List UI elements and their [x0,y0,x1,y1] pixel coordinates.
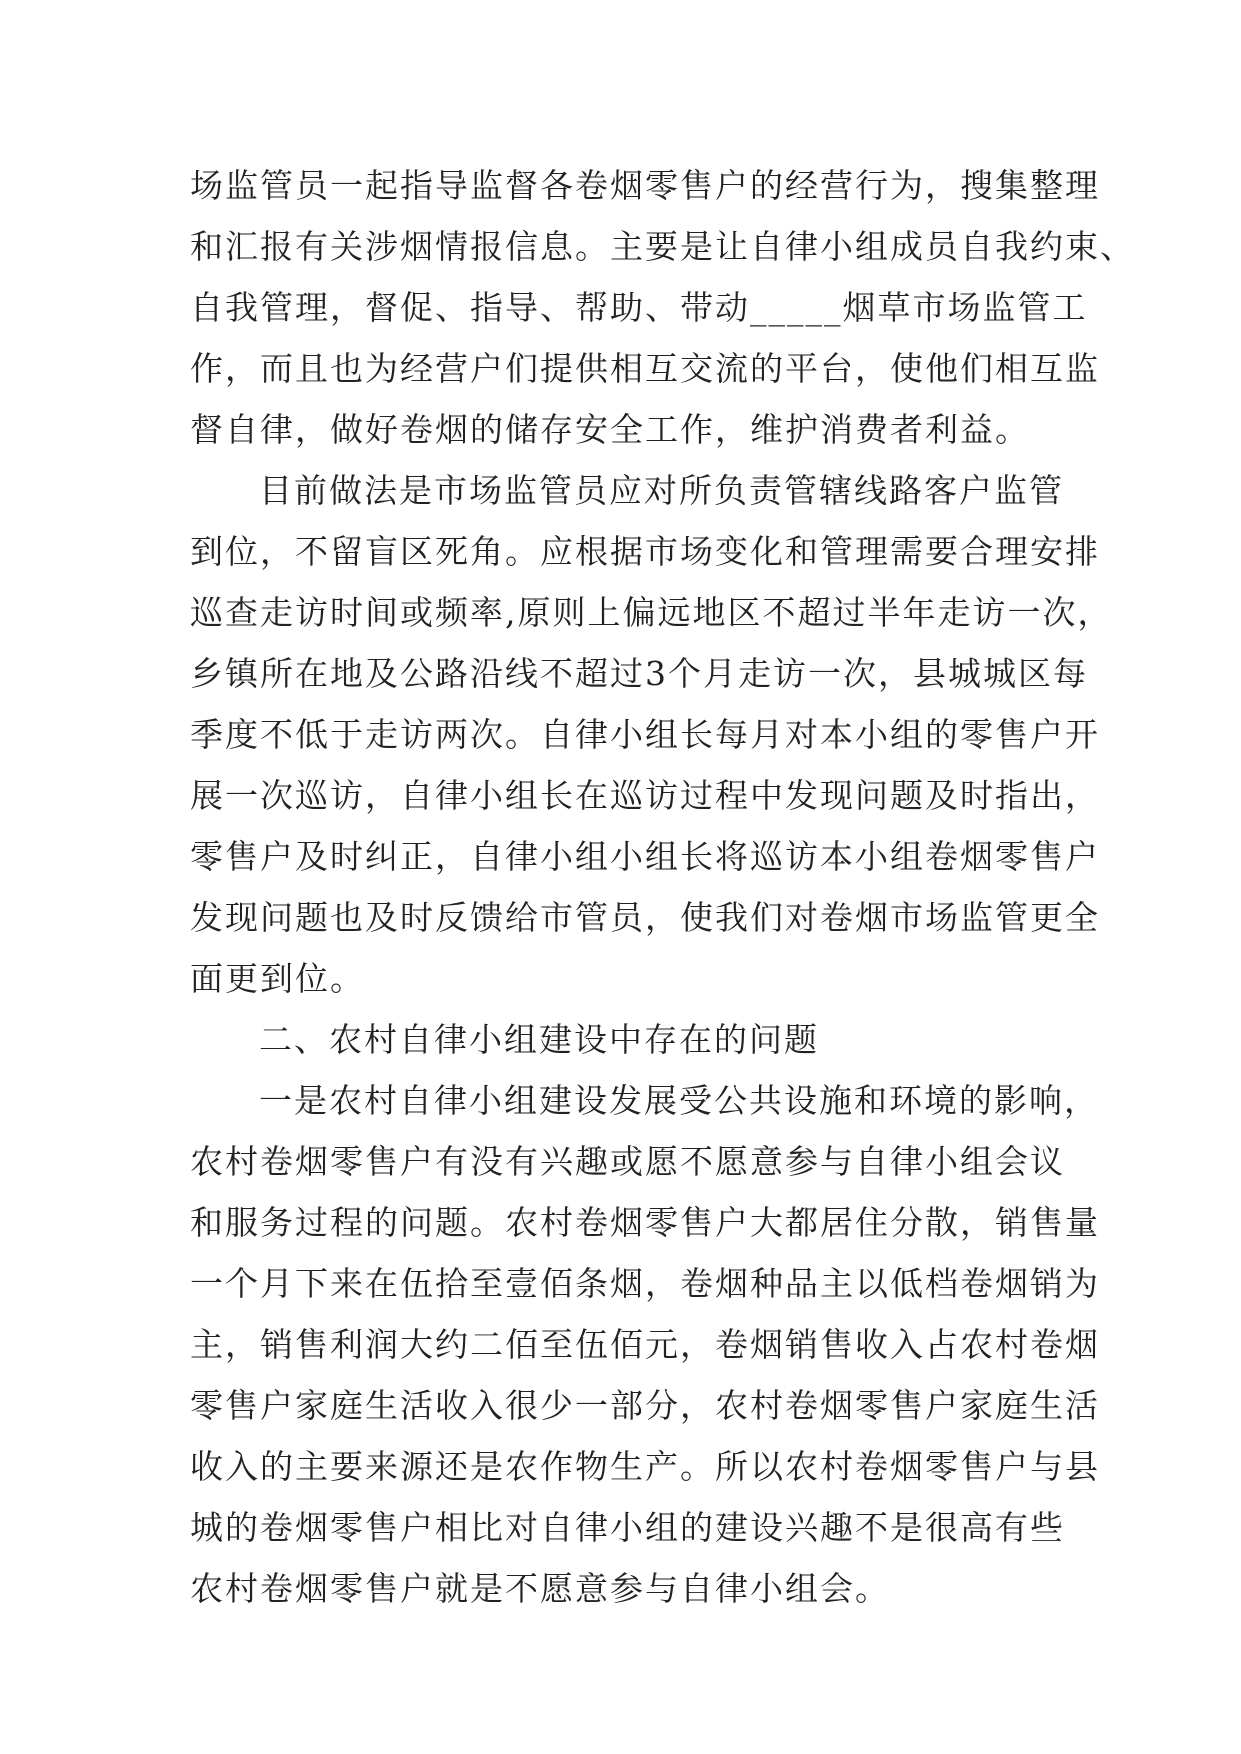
text-line: 乡镇所在地及公路沿线不超过3个月走访一次，县城城区每 [190,654,1088,693]
text-line: 面更到位。 [190,959,365,998]
text-line: 督自律，做好卷烟的储存安全工作，维护消费者利益。 [190,410,1030,449]
text-line: 场监管员一起指导监督各卷烟零售户的经营行为，搜集整理 [190,166,1100,205]
text-line: 发现问题也及时反馈给市管员，使我们对卷烟市场监管更全 [190,898,1100,937]
document-body [190,155,1135,1619]
text-line: 自我管理，督促、指导、帮助、带动_____烟草市场监管工 [190,288,1088,327]
text-line: 和汇报有关涉烟情报信息。主要是让自律小组成员自我约束、 [190,227,1135,266]
text-line: 到位，不留盲区死角。应根据市场变化和管理需要合理安排 [190,532,1100,571]
text-line: 收入的主要来源还是农作物生产。所以农村卷烟零售户与县 [190,1447,1100,1486]
text-line: 城的卷烟零售户相比对自律小组的建设兴趣不是很高有些 [190,1508,1065,1547]
text-line: 和服务过程的问题。农村卷烟零售户大都居住分散，销售量 [190,1203,1100,1242]
text-line: 零售户家庭生活收入很少一部分，农村卷烟零售户家庭生活 [190,1386,1100,1425]
paragraph-start-line: 一是农村自律小组建设发展受公共设施和环境的影响， [259,1081,1099,1120]
text-line: 作，而且也为经营户们提供相互交流的平台，使他们相互监 [190,349,1100,388]
text-line: 季度不低于走访两次。自律小组长每月对本小组的零售户开 [190,715,1100,754]
text-line: 农村卷烟零售户有没有兴趣或愿不愿意参与自律小组会议 [190,1142,1065,1181]
text-line: 主，销售利润大约二佰至伍佰元，卷烟销售收入占农村卷烟 [190,1325,1100,1364]
text-line: 一个月下来在伍拾至壹佰条烟，卷烟种品主以低档卷烟销为 [190,1264,1100,1303]
paragraph-start-line: 目前做法是市场监管员应对所负责管辖线路客户监管 [259,471,1064,510]
text-line: 零售户及时纠正，自律小组小组长将巡访本小组卷烟零售户 [190,837,1100,876]
text-line: 展一次巡访，自律小组长在巡访过程中发现问题及时指出， [190,776,1100,815]
text-line: 农村卷烟零售户就是不愿意参与自律小组会。 [190,1569,890,1608]
section-heading: 二、农村自律小组建设中存在的问题 [259,1020,819,1059]
text-line: 巡查走访时间或频率,原则上偏远地区不超过半年走访一次， [190,593,1113,632]
